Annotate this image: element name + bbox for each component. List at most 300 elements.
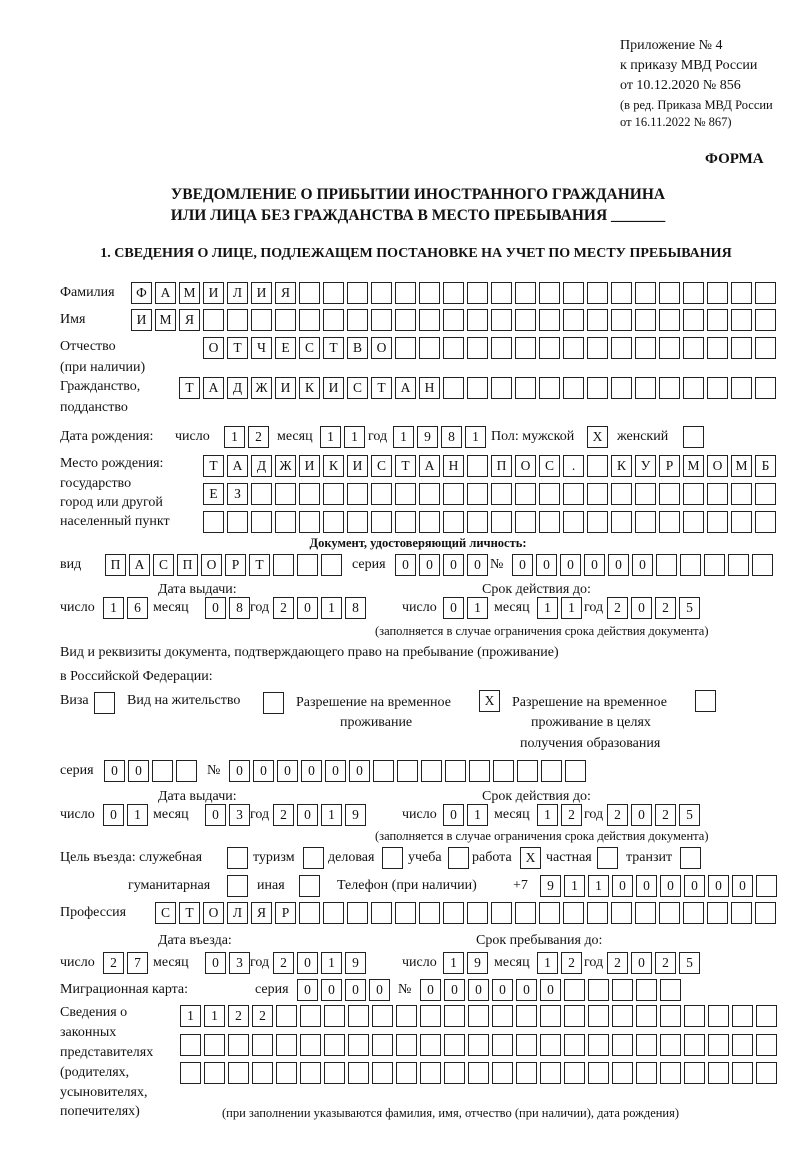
cell[interactable]: О xyxy=(203,902,224,924)
purpose-transit-checkbox[interactable] xyxy=(680,847,704,869)
cell[interactable] xyxy=(515,282,536,304)
cell[interactable] xyxy=(659,282,680,304)
permit-valid-year-cells[interactable] xyxy=(607,804,703,826)
cell[interactable] xyxy=(564,1005,585,1027)
cell[interactable]: О xyxy=(707,455,728,477)
cell[interactable] xyxy=(612,979,633,1001)
cell[interactable]: 6 xyxy=(127,597,148,619)
cell[interactable]: 2 xyxy=(252,1005,273,1027)
cell[interactable] xyxy=(443,337,464,359)
cell[interactable] xyxy=(227,309,248,331)
cell[interactable] xyxy=(443,902,464,924)
cell[interactable]: 8 xyxy=(229,597,250,619)
cell[interactable] xyxy=(539,511,560,533)
cell[interactable]: 2 xyxy=(273,597,294,619)
cell[interactable] xyxy=(467,455,488,477)
cell[interactable] xyxy=(563,309,584,331)
cell[interactable] xyxy=(276,1005,297,1027)
cell[interactable]: 1 xyxy=(180,1005,201,1027)
cell[interactable]: 0 xyxy=(732,875,753,897)
id-valid-month-cells[interactable] xyxy=(537,597,585,619)
cell[interactable]: К xyxy=(299,377,320,399)
id-kind-cells[interactable] xyxy=(105,554,345,576)
cell[interactable] xyxy=(587,455,608,477)
cell[interactable] xyxy=(493,760,514,782)
cell[interactable] xyxy=(444,1062,465,1084)
cell[interactable]: 0 xyxy=(443,597,464,619)
cell[interactable]: 0 xyxy=(516,979,537,1001)
cell[interactable]: 2 xyxy=(561,952,582,974)
cell[interactable] xyxy=(683,483,704,505)
cell[interactable] xyxy=(516,1005,537,1027)
cell[interactable]: 0 xyxy=(468,979,489,1001)
cell[interactable] xyxy=(659,902,680,924)
cell[interactable]: Я xyxy=(251,902,272,924)
cell[interactable] xyxy=(227,511,248,533)
cell[interactable]: П xyxy=(105,554,126,576)
entry-month-cells[interactable] xyxy=(205,952,253,974)
cell[interactable]: Е xyxy=(203,483,224,505)
cell[interactable]: Т xyxy=(227,337,248,359)
cell[interactable]: 2 xyxy=(607,804,628,826)
cell[interactable]: 1 xyxy=(320,426,341,448)
cell[interactable]: Д xyxy=(227,377,248,399)
cell[interactable] xyxy=(373,760,394,782)
cell[interactable] xyxy=(708,1034,729,1056)
cell[interactable]: 9 xyxy=(467,952,488,974)
visa-checkbox[interactable] xyxy=(94,692,118,714)
cell[interactable]: 0 xyxy=(612,875,633,897)
cell[interactable] xyxy=(636,979,657,1001)
cell[interactable]: О xyxy=(201,554,222,576)
purpose-other-checkbox[interactable] xyxy=(299,875,323,897)
cell[interactable]: Я xyxy=(179,309,200,331)
patronymic-cells[interactable] xyxy=(203,337,779,359)
cell[interactable] xyxy=(228,1062,249,1084)
cell[interactable]: А xyxy=(155,282,176,304)
cell[interactable] xyxy=(203,309,224,331)
cell[interactable] xyxy=(635,377,656,399)
cell[interactable] xyxy=(635,483,656,505)
cell[interactable]: 1 xyxy=(344,426,365,448)
cell[interactable] xyxy=(372,1034,393,1056)
cell[interactable]: 9 xyxy=(417,426,438,448)
cell[interactable] xyxy=(707,377,728,399)
cell[interactable] xyxy=(707,282,728,304)
cell[interactable]: 0 xyxy=(512,554,533,576)
cell[interactable] xyxy=(444,1005,465,1027)
cell[interactable] xyxy=(299,309,320,331)
cell[interactable] xyxy=(660,1034,681,1056)
cell[interactable] xyxy=(564,979,585,1001)
cell[interactable]: 0 xyxy=(103,804,124,826)
cell[interactable] xyxy=(516,1062,537,1084)
cell[interactable]: И xyxy=(299,455,320,477)
cell[interactable] xyxy=(597,847,618,869)
cell[interactable] xyxy=(540,1034,561,1056)
cell[interactable]: 0 xyxy=(229,760,250,782)
cell[interactable]: 0 xyxy=(297,979,318,1001)
cell[interactable] xyxy=(419,337,440,359)
cell[interactable] xyxy=(515,902,536,924)
cell[interactable] xyxy=(515,483,536,505)
cell[interactable] xyxy=(683,377,704,399)
cell[interactable] xyxy=(656,554,677,576)
cell[interactable] xyxy=(347,511,368,533)
birth-day-cells[interactable] xyxy=(224,426,272,448)
cell[interactable] xyxy=(273,554,294,576)
cell[interactable]: 1 xyxy=(467,597,488,619)
cell[interactable] xyxy=(683,426,704,448)
cell[interactable]: 2 xyxy=(655,597,676,619)
cell[interactable] xyxy=(299,483,320,505)
cell[interactable] xyxy=(539,309,560,331)
cell[interactable] xyxy=(448,847,469,869)
cell[interactable]: 0 xyxy=(205,804,226,826)
permit-number-cells[interactable] xyxy=(229,760,589,782)
cell[interactable] xyxy=(563,377,584,399)
birth-place-cells-1[interactable] xyxy=(203,455,779,477)
cell[interactable]: П xyxy=(177,554,198,576)
cell[interactable] xyxy=(419,282,440,304)
cell[interactable] xyxy=(660,1062,681,1084)
cell[interactable]: 1 xyxy=(321,597,342,619)
cell[interactable] xyxy=(683,511,704,533)
cell[interactable]: 9 xyxy=(345,804,366,826)
cell[interactable]: А xyxy=(203,377,224,399)
cell[interactable]: П xyxy=(491,455,512,477)
cell[interactable] xyxy=(659,337,680,359)
cell[interactable]: 1 xyxy=(537,804,558,826)
cell[interactable] xyxy=(251,483,272,505)
cell[interactable] xyxy=(684,1034,705,1056)
cell[interactable]: Б xyxy=(755,455,776,477)
purpose-study-checkbox[interactable] xyxy=(448,847,472,869)
cell[interactable] xyxy=(731,902,752,924)
cell[interactable] xyxy=(469,760,490,782)
cell[interactable]: 2 xyxy=(103,952,124,974)
cell[interactable] xyxy=(323,902,344,924)
cell[interactable]: У xyxy=(635,455,656,477)
cell[interactable]: М xyxy=(731,455,752,477)
cell[interactable]: 0 xyxy=(297,952,318,974)
cell[interactable] xyxy=(323,282,344,304)
cell[interactable] xyxy=(587,511,608,533)
cell[interactable]: 5 xyxy=(679,804,700,826)
cell[interactable] xyxy=(707,337,728,359)
cell[interactable] xyxy=(321,554,342,576)
cell[interactable] xyxy=(728,554,749,576)
cell[interactable]: М xyxy=(179,282,200,304)
cell[interactable]: X xyxy=(479,690,500,712)
cell[interactable]: Т xyxy=(395,455,416,477)
cell[interactable] xyxy=(445,760,466,782)
cell[interactable] xyxy=(731,511,752,533)
cell[interactable]: 0 xyxy=(631,952,652,974)
cell[interactable] xyxy=(396,1062,417,1084)
cell[interactable] xyxy=(251,511,272,533)
cell[interactable] xyxy=(684,1062,705,1084)
cell[interactable] xyxy=(492,1034,513,1056)
cell[interactable] xyxy=(397,760,418,782)
cell[interactable]: О xyxy=(203,337,224,359)
cell[interactable] xyxy=(563,282,584,304)
cell[interactable] xyxy=(755,483,776,505)
cell[interactable]: 0 xyxy=(419,554,440,576)
cell[interactable] xyxy=(563,483,584,505)
cell[interactable] xyxy=(347,483,368,505)
cell[interactable] xyxy=(395,309,416,331)
cell[interactable]: Л xyxy=(227,902,248,924)
cell[interactable]: 0 xyxy=(631,597,652,619)
cell[interactable]: 0 xyxy=(253,760,274,782)
cell[interactable] xyxy=(635,511,656,533)
cell[interactable] xyxy=(588,1005,609,1027)
stay-day-cells[interactable] xyxy=(443,952,491,974)
cell[interactable] xyxy=(275,511,296,533)
profession-cells[interactable] xyxy=(155,902,779,924)
cell[interactable] xyxy=(395,511,416,533)
cell[interactable] xyxy=(395,902,416,924)
cell[interactable] xyxy=(395,483,416,505)
cell[interactable] xyxy=(275,483,296,505)
entry-day-cells[interactable] xyxy=(103,952,151,974)
cell[interactable] xyxy=(752,554,773,576)
cell[interactable]: 0 xyxy=(297,597,318,619)
cell[interactable]: 0 xyxy=(128,760,149,782)
cell[interactable]: М xyxy=(155,309,176,331)
temp-permit-checkbox[interactable] xyxy=(479,690,503,712)
cell[interactable] xyxy=(683,309,704,331)
cell[interactable] xyxy=(563,337,584,359)
cell[interactable] xyxy=(371,309,392,331)
cell[interactable] xyxy=(708,1062,729,1084)
legal-reps-cells-3[interactable] xyxy=(180,1062,780,1084)
cell[interactable] xyxy=(659,511,680,533)
name-cells[interactable] xyxy=(131,309,779,331)
cell[interactable] xyxy=(276,1034,297,1056)
cell[interactable]: Т xyxy=(179,902,200,924)
cell[interactable] xyxy=(419,511,440,533)
sex-male-checkbox[interactable] xyxy=(587,426,611,448)
cell[interactable] xyxy=(635,902,656,924)
entry-year-cells[interactable] xyxy=(273,952,369,974)
cell[interactable] xyxy=(491,309,512,331)
cell[interactable] xyxy=(732,1034,753,1056)
permit-valid-month-cells[interactable] xyxy=(537,804,585,826)
cell[interactable]: 1 xyxy=(204,1005,225,1027)
cell[interactable] xyxy=(467,309,488,331)
cell[interactable] xyxy=(541,760,562,782)
cell[interactable] xyxy=(324,1062,345,1084)
cell[interactable] xyxy=(348,1005,369,1027)
cell[interactable]: 0 xyxy=(443,804,464,826)
cell[interactable] xyxy=(707,309,728,331)
cell[interactable] xyxy=(683,902,704,924)
cell[interactable]: 0 xyxy=(684,875,705,897)
cell[interactable] xyxy=(563,902,584,924)
cell[interactable] xyxy=(707,483,728,505)
cell[interactable] xyxy=(515,511,536,533)
cell[interactable] xyxy=(467,511,488,533)
cell[interactable]: 0 xyxy=(467,554,488,576)
cell[interactable]: Р xyxy=(225,554,246,576)
cell[interactable]: 1 xyxy=(465,426,486,448)
legal-reps-cells-1[interactable] xyxy=(180,1005,780,1027)
cell[interactable] xyxy=(443,377,464,399)
cell[interactable] xyxy=(515,337,536,359)
cell[interactable] xyxy=(707,511,728,533)
stay-year-cells[interactable] xyxy=(607,952,703,974)
cell[interactable]: Р xyxy=(659,455,680,477)
cell[interactable] xyxy=(588,1062,609,1084)
cell[interactable]: 8 xyxy=(441,426,462,448)
cell[interactable]: 0 xyxy=(608,554,629,576)
cell[interactable] xyxy=(491,483,512,505)
cell[interactable]: И xyxy=(131,309,152,331)
cell[interactable]: 2 xyxy=(655,804,676,826)
cell[interactable]: Я xyxy=(275,282,296,304)
cell[interactable]: Ж xyxy=(275,455,296,477)
cell[interactable] xyxy=(539,483,560,505)
cell[interactable] xyxy=(587,309,608,331)
cell[interactable] xyxy=(755,902,776,924)
cell[interactable] xyxy=(443,282,464,304)
cell[interactable]: 2 xyxy=(228,1005,249,1027)
cell[interactable]: А xyxy=(227,455,248,477)
cell[interactable] xyxy=(396,1034,417,1056)
id-issue-year-cells[interactable] xyxy=(273,597,369,619)
cell[interactable] xyxy=(563,511,584,533)
cell[interactable]: Р xyxy=(275,902,296,924)
cell[interactable]: Т xyxy=(371,377,392,399)
cell[interactable]: 0 xyxy=(325,760,346,782)
cell[interactable] xyxy=(611,902,632,924)
cell[interactable] xyxy=(94,692,115,714)
cell[interactable] xyxy=(492,1062,513,1084)
cell[interactable]: 0 xyxy=(395,554,416,576)
cell[interactable] xyxy=(515,309,536,331)
cell[interactable] xyxy=(371,483,392,505)
cell[interactable] xyxy=(683,282,704,304)
cell[interactable]: Н xyxy=(443,455,464,477)
cell[interactable]: 2 xyxy=(607,952,628,974)
cell[interactable] xyxy=(659,377,680,399)
cell[interactable] xyxy=(731,282,752,304)
birth-year-cells[interactable] xyxy=(393,426,489,448)
cell[interactable] xyxy=(299,875,320,897)
cell[interactable]: И xyxy=(347,455,368,477)
cell[interactable] xyxy=(491,337,512,359)
permit-valid-day-cells[interactable] xyxy=(443,804,491,826)
cell[interactable] xyxy=(263,692,284,714)
cell[interactable] xyxy=(755,282,776,304)
cell[interactable]: Т xyxy=(323,337,344,359)
cell[interactable]: М xyxy=(683,455,704,477)
cell[interactable]: 0 xyxy=(345,979,366,1001)
cell[interactable]: Ф xyxy=(131,282,152,304)
cell[interactable] xyxy=(419,902,440,924)
cell[interactable] xyxy=(152,760,173,782)
cell[interactable] xyxy=(297,554,318,576)
citizenship-cells[interactable] xyxy=(179,377,779,399)
cell[interactable]: 1 xyxy=(443,952,464,974)
id-valid-day-cells[interactable] xyxy=(443,597,491,619)
cell[interactable]: К xyxy=(323,455,344,477)
cell[interactable] xyxy=(732,1062,753,1084)
cell[interactable] xyxy=(421,760,442,782)
cell[interactable]: И xyxy=(203,282,224,304)
cell[interactable]: 2 xyxy=(607,597,628,619)
residence-checkbox[interactable] xyxy=(263,692,287,714)
cell[interactable] xyxy=(756,1005,777,1027)
cell[interactable]: И xyxy=(251,282,272,304)
cell[interactable]: 9 xyxy=(345,952,366,974)
cell[interactable] xyxy=(395,337,416,359)
cell[interactable]: 1 xyxy=(564,875,585,897)
cell[interactable] xyxy=(755,309,776,331)
cell[interactable] xyxy=(539,337,560,359)
cell[interactable] xyxy=(588,1034,609,1056)
cell[interactable]: 0 xyxy=(708,875,729,897)
cell[interactable] xyxy=(371,902,392,924)
cell[interactable] xyxy=(611,282,632,304)
cell[interactable] xyxy=(324,1034,345,1056)
cell[interactable] xyxy=(611,337,632,359)
cell[interactable] xyxy=(492,1005,513,1027)
cell[interactable]: 9 xyxy=(540,875,561,897)
cell[interactable] xyxy=(467,377,488,399)
cell[interactable]: Е xyxy=(275,337,296,359)
purpose-humanitarian-checkbox[interactable] xyxy=(227,875,251,897)
cell[interactable] xyxy=(371,511,392,533)
cell[interactable]: Т xyxy=(203,455,224,477)
cell[interactable]: С xyxy=(371,455,392,477)
cell[interactable]: И xyxy=(275,377,296,399)
cell[interactable] xyxy=(176,760,197,782)
cell[interactable]: 2 xyxy=(273,952,294,974)
cell[interactable] xyxy=(228,1034,249,1056)
cell[interactable] xyxy=(299,282,320,304)
cell[interactable] xyxy=(611,483,632,505)
cell[interactable]: 0 xyxy=(321,979,342,1001)
cell[interactable] xyxy=(419,483,440,505)
cell[interactable] xyxy=(324,1005,345,1027)
cell[interactable] xyxy=(539,902,560,924)
stay-month-cells[interactable] xyxy=(537,952,585,974)
cell[interactable]: И xyxy=(323,377,344,399)
cell[interactable] xyxy=(587,902,608,924)
cell[interactable] xyxy=(540,1005,561,1027)
cell[interactable] xyxy=(612,1005,633,1027)
cell[interactable] xyxy=(251,309,272,331)
cell[interactable] xyxy=(348,1062,369,1084)
cell[interactable] xyxy=(491,511,512,533)
cell[interactable] xyxy=(695,690,716,712)
cell[interactable] xyxy=(467,337,488,359)
cell[interactable]: 2 xyxy=(273,804,294,826)
cell[interactable] xyxy=(755,377,776,399)
cell[interactable]: 0 xyxy=(560,554,581,576)
cell[interactable]: Т xyxy=(179,377,200,399)
permit-issue-month-cells[interactable] xyxy=(205,804,253,826)
cell[interactable] xyxy=(731,483,752,505)
cell[interactable] xyxy=(731,377,752,399)
cell[interactable] xyxy=(732,1005,753,1027)
sex-female-checkbox[interactable] xyxy=(683,426,707,448)
cell[interactable] xyxy=(443,309,464,331)
cell[interactable] xyxy=(683,337,704,359)
